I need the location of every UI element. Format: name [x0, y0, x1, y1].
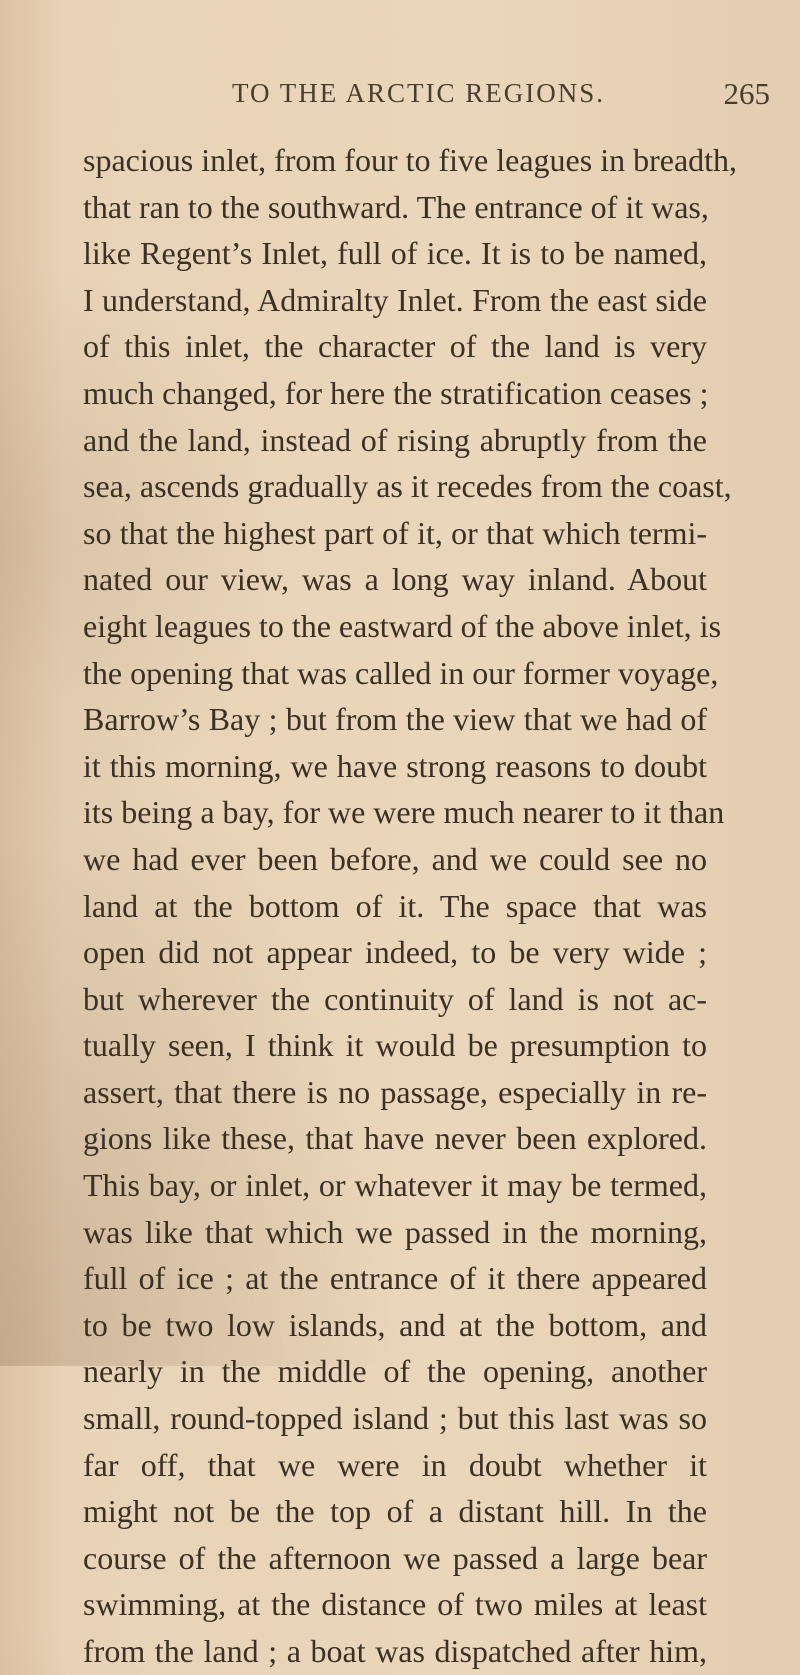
text-line: land at the bottom of it. The space that was — [83, 887, 707, 924]
text-line: and the land, instead of rising abruptly from the — [83, 421, 707, 458]
text-line: of this inlet, the character of the land is very — [83, 328, 707, 365]
text-line: course of the afternoon we passed a large bear — [83, 1539, 707, 1576]
text-line: that ran to the southward. The entrance of it was, — [83, 188, 709, 225]
text-line: nearly in the middle of the opening, another — [83, 1353, 707, 1390]
text-line: the opening that was called in our former voyage, — [83, 654, 719, 691]
text-line: to be two low islands, and at the bottom, and — [83, 1306, 707, 1343]
running-title: TO THE ARCTIC REGIONS. — [232, 78, 606, 108]
text-line: so that the highest part of it, or that which termi- — [83, 514, 707, 551]
text-line: but wherever the continuity of land is not ac- — [83, 980, 707, 1017]
text-line: small, round-topped island ; but this last was so — [83, 1400, 707, 1437]
text-line: full of ice ; at the entrance of it there appeared — [83, 1260, 707, 1297]
text-line: nated our view, was a long way inland. About — [83, 561, 707, 598]
text-line: eight leagues to the eastward of the above inlet, is — [83, 607, 722, 644]
text-line: was like that which we passed in the morning, — [83, 1213, 707, 1250]
text-line: open did not appear indeed, to be very wide ; — [83, 934, 707, 971]
text-line: gions like these, that have never been explored. — [83, 1120, 707, 1157]
text-line: spacious inlet, from four to five leagues in breadth, — [83, 142, 738, 178]
text-line: it this morning, we have strong reasons to doubt — [83, 747, 707, 784]
text-line: tually seen, I think it would be presumption to — [83, 1027, 707, 1064]
text-line: from the land ; a boat was dispatched after him, — [83, 1633, 707, 1669]
text-line: like Regent’s Inlet, full of ice. It is to be named, — [83, 235, 707, 272]
text-line: we had ever been before, and we could see no — [83, 840, 707, 877]
text-line: its being a bay, for we were much nearer to it than — [83, 794, 725, 831]
text-line: Barrow’s Bay ; but from the view that we had of — [83, 701, 707, 738]
text-line: far off, that we were in doubt whether it — [83, 1446, 707, 1483]
body-text — [83, 137, 738, 1675]
page-number: 265 — [723, 76, 770, 111]
running-head — [190, 78, 770, 118]
text-line: I understand, Admiralty Inlet. From the east side — [83, 281, 707, 318]
text-line: assert, that there is no passage, especially in re- — [83, 1073, 707, 1110]
text-line: This bay, or inlet, or whatever it may be termed, — [83, 1167, 707, 1204]
text-line: might not be the top of a distant hill. In the — [83, 1493, 707, 1530]
text-line: much changed, for here the stratification ceases ; — [83, 374, 709, 411]
text-line: sea, ascends gradually as it recedes from the coast, — [83, 468, 732, 505]
text-line: swimming, at the distance of two miles at least — [83, 1586, 707, 1623]
